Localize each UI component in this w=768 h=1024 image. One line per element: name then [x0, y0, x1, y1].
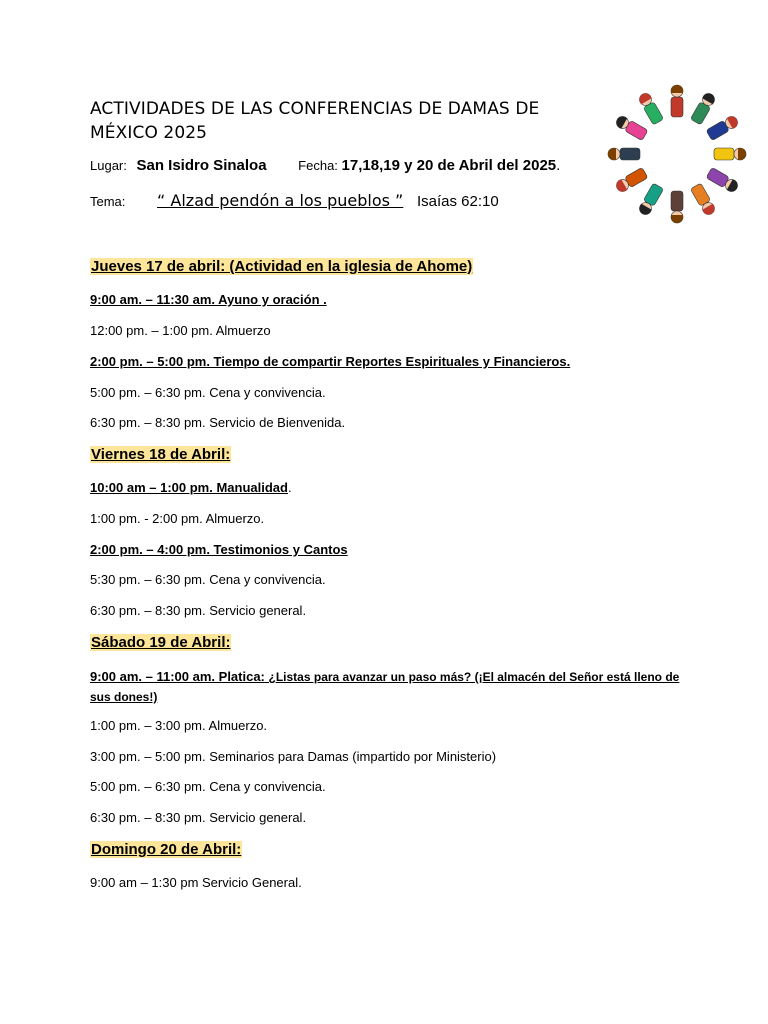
schedule-item: 3:00 pm. – 5:00 pm. Seminarios para Damas (impartido por Ministerio): [90, 749, 497, 764]
woman-figure-icon: [608, 148, 640, 160]
day-heading-viernes: Viernes 18 de Abril:: [91, 446, 231, 463]
woman-figure-icon: [671, 191, 683, 223]
tema-label: Tema:: [90, 194, 126, 209]
woman-figure-icon: [690, 91, 716, 125]
schedule-item: 5:00 pm. – 6:30 pm. Cena y convivencia.: [90, 779, 326, 794]
lugar-label: Lugar:: [90, 158, 127, 173]
lugar-value: San Isidro Sinaloa: [136, 157, 267, 174]
woman-figure-icon: [614, 114, 648, 140]
schedule-item: 9:00 am – 1:30 pm Servicio General.: [90, 875, 302, 890]
schedule-item-text: 10:00 am – 1:00 pm. Manualidad: [90, 480, 288, 495]
schedule-item-platica: [90, 667, 690, 707]
day-heading-sabado: Sábado 19 de Abril:: [91, 634, 231, 651]
fecha-value: 17,18,19 y 20 de Abril del 2025: [341, 157, 557, 174]
schedule-item: 1:00 pm. - 2:00 pm. Almuerzo.: [90, 511, 265, 526]
schedule-item: 1:00 pm. – 3:00 pm. Almuerzo.: [90, 718, 268, 733]
woman-figure-icon: [706, 167, 740, 193]
schedule-item: [90, 480, 292, 495]
document-title: ACTIVIDADES DE LAS CONFERENCIAS DE DAMAS DE MÉXICO 2025: [90, 99, 540, 143]
schedule-item: 2:00 pm. – 4:00 pm. Testimonios y Cantos: [90, 542, 348, 557]
fecha-period: .: [556, 157, 561, 174]
platica-time: 9:00 am. – 11:00 am. Platica:: [90, 669, 265, 684]
woman-figure-icon: [637, 183, 663, 217]
schedule-item: 5:30 pm. – 6:30 pm. Cena y convivencia.: [90, 572, 326, 587]
schedule-item: 2:00 pm. – 5:00 pm. Tiempo de compartir Reportes Espirituales y Financieros.: [90, 354, 571, 369]
woman-figure-icon: [706, 114, 740, 140]
schedule-item-suffix: .: [287, 480, 292, 495]
tema-value: “ Alzad pendón a los pueblos ”: [157, 191, 404, 210]
woman-figure-icon: [671, 85, 683, 117]
woman-figure-icon: [690, 183, 716, 217]
woman-figure-icon: [614, 167, 648, 193]
schedule-item: 9:00 am. – 11:30 am. Ayuno y oración .: [90, 292, 327, 307]
day-heading-domingo: Domingo 20 de Abril:: [91, 841, 242, 858]
woman-figure-icon: [637, 91, 663, 125]
schedule-item: 6:30 pm. – 8:30 pm. Servicio general.: [90, 810, 307, 825]
circle-of-women-illustration-icon: [602, 62, 752, 242]
schedule-item: 5:00 pm. – 6:30 pm. Cena y convivencia.: [90, 385, 326, 400]
schedule-item: 6:30 pm. – 8:30 pm. Servicio de Bienvenida.: [90, 415, 346, 430]
schedule-item: 6:30 pm. – 8:30 pm. Servicio general.: [90, 603, 307, 618]
schedule-item: 12:00 pm. – 1:00 pm. Almuerzo: [90, 323, 271, 338]
platica-text: ¿Listas para avanzar un paso más? (¡El almacén del Señor está lleno de sus dones!): [90, 670, 680, 704]
tema-line: [90, 191, 499, 210]
woman-figure-icon: [714, 148, 746, 160]
fecha-label: Fecha:: [298, 158, 338, 173]
tema-reference: Isaías 62:10: [416, 193, 499, 210]
day-heading-jueves: Jueves 17 de abril: (Actividad en la iglesia de Ahome): [91, 258, 473, 275]
location-date-line: [90, 157, 560, 174]
